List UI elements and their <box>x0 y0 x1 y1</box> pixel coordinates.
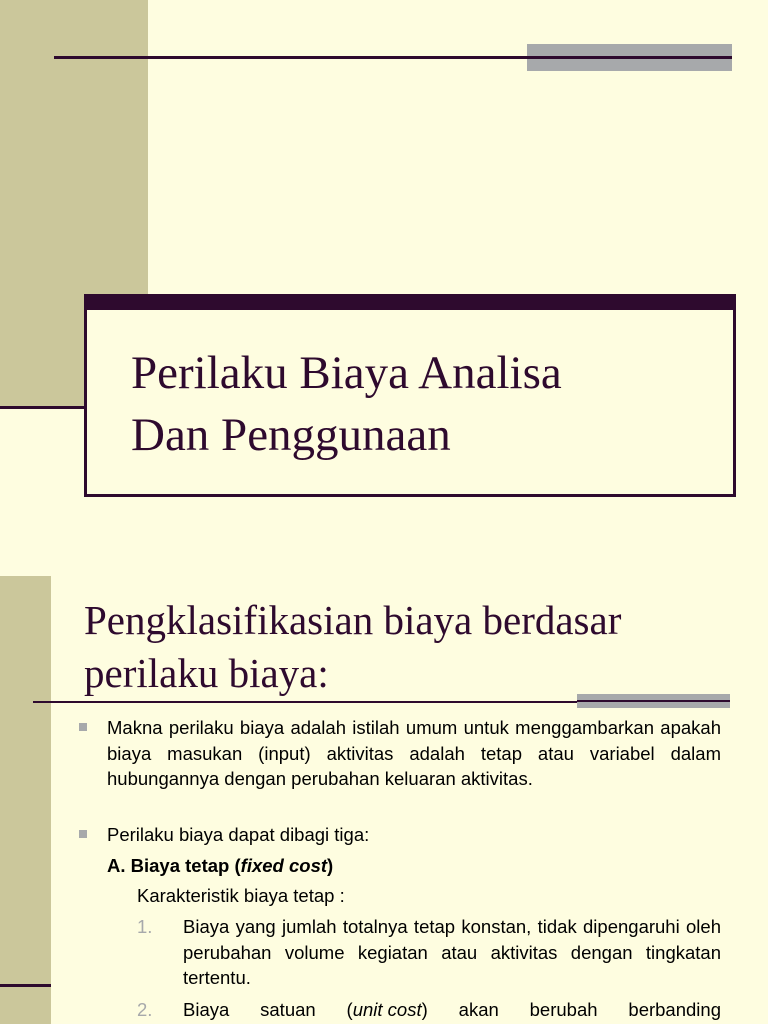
square-bullet-icon <box>79 830 87 838</box>
list-number: 2. <box>137 999 153 1020</box>
bullet-text: Makna perilaku biaya adalah istilah umum untuk menggambarkan apakah biaya masukan (input) aktivitas adalah tetap atau variabel dalam hubungannya dengan perubahan keluaran aktivitas. <box>107 717 721 789</box>
section-a-heading <box>107 853 721 879</box>
item-2-term: unit cost <box>352 999 422 1020</box>
title-box-top-bar <box>84 294 736 310</box>
item-2-word: akan <box>458 999 499 1020</box>
section-a-term: fixed cost <box>240 855 328 876</box>
square-bullet-icon <box>79 723 87 731</box>
band-divider-line <box>0 984 51 987</box>
slide-heading: Pengklasifikasian biaya berdasar perilaku biaya: <box>84 597 622 696</box>
title-box <box>84 310 736 497</box>
section-a-prefix: A. Biaya tetap ( <box>107 855 241 876</box>
characteristics-label: Karakteristik biaya tetap : <box>137 885 345 906</box>
grey-bar-rule <box>527 56 732 59</box>
grey-bar-rule <box>577 700 730 702</box>
slide-title-text: Perilaku Biaya Analisa Dan Penggunaan <box>131 347 562 461</box>
item-2-word: berbanding <box>628 999 721 1020</box>
item-2-word: satuan <box>260 999 316 1020</box>
left-accent-band <box>0 576 51 1024</box>
list-number: 1. <box>137 916 153 937</box>
slide-content <box>0 512 768 1024</box>
band-divider-line <box>0 406 84 409</box>
list-item-text: Biaya yang jumlah totalnya tetap konstan, tidak dipengaruhi oleh perubahan volume kegiatan atau aktivitas dengan tingkatan tertentu. <box>183 916 721 988</box>
section-a-suffix: ) <box>327 855 334 876</box>
list-item-text <box>183 997 721 1023</box>
bullet-text: Perilaku biaya dapat dibagi tiga: <box>107 824 370 845</box>
item-2-word: berubah <box>529 999 598 1020</box>
item-2-term-group: (unit cost) <box>346 999 428 1020</box>
item-2-word: Biaya <box>183 999 230 1020</box>
